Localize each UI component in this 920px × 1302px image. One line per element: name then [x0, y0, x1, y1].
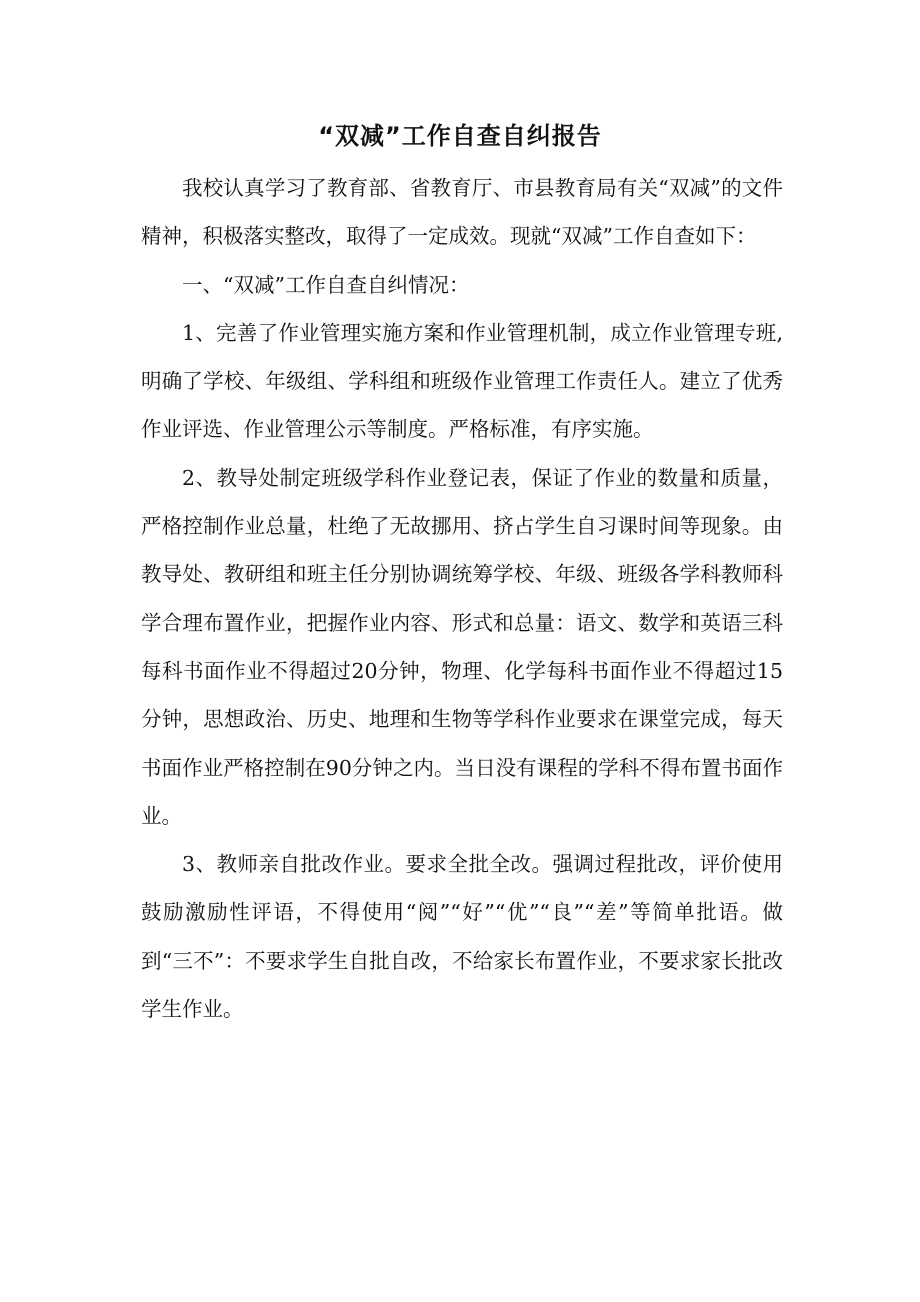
intro-paragraph: 我校认真学习了教育部、省教育厅、市县教育局有关“双减”的文件精神，积极落实整改，取得了一定成效。现就“双减”工作自查如下： [141, 176, 783, 249]
document-title: “双减”工作自查自纠报告 [318, 122, 602, 150]
item-2-paragraph: 2、教导处制定班级学科作业登记表，保证了作业的数量和质量，严格控制作业总量，杜绝了无故挪用、挤占学生自习课时间等现象。由教导处、教研组和班主任分别协调统筹学校、年级、班级各学科教师科学合理布置作业，把握作业内容、形式和总量：语文、数学和英语三科每科书面作业不得超过20分钟，物理、化学每科书面作业不得超过15分钟，思想政治、历史、地理和生物等学科作业要求在课堂完成，每天书面作业严格控制在90分钟之内。当日没有课程的学科不得布置书面作业。 [141, 465, 783, 828]
item-1-paragraph: 1、完善了作业管理实施方案和作业管理机制，成立作业管理专班,明确了学校、年级组、学科组和班级作业管理工作责任人。建立了优秀作业评选、作业管理公示等制度。严格标准，有序实施。 [141, 320, 783, 442]
section-heading: 一、“双减”工作自查自纠情况： [182, 272, 470, 297]
item-3-paragraph: 3、教师亲自批改作业。要求全批全改。强调过程批改，评价使用鼓励激励性评语，不得使用“阅”“好”“优”“良”“差”等简单批语。做到“三不”：不要求学生自批自改，不给家长布置作业，不要求家长批改学生作业。 [141, 852, 783, 1022]
document-body [141, 164, 783, 1033]
